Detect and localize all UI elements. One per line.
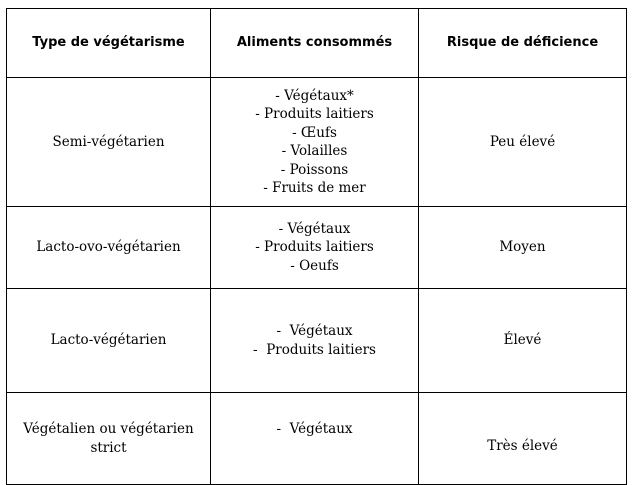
food-item: - Végétaux* [275, 87, 354, 104]
food-item: - Produits laitiers [255, 106, 374, 122]
foods-cell [211, 207, 419, 289]
risk-cell: Très élevé [419, 393, 627, 485]
table-row [7, 393, 627, 485]
table-row [7, 289, 627, 393]
food-item: - Produits laitiers [255, 239, 374, 256]
type-cell: Semi-végétarien [7, 78, 211, 207]
foods-cell [211, 78, 419, 207]
header-foods: Aliments consommés [211, 9, 419, 78]
food-item: - Oeufs [290, 257, 339, 274]
food-item: - Végétaux [276, 323, 353, 339]
risk-cell: Peu élevé [419, 78, 627, 207]
type-cell: Lacto-ovo-végétarien [7, 207, 211, 289]
foods-cell [211, 393, 419, 485]
type-cell: Lacto-végétarien [7, 289, 211, 393]
table-row [7, 78, 627, 207]
food-item: - Produits laitiers [253, 341, 376, 358]
risk-cell: Moyen [419, 207, 627, 289]
food-item: - Œufs [292, 124, 337, 141]
vegetarianism-table [6, 8, 627, 485]
food-item: - Végétaux [276, 421, 353, 438]
table-row [7, 207, 627, 289]
foods-cell [211, 289, 419, 393]
food-item: - Volailles [281, 143, 348, 159]
risk-cell: Élevé [419, 289, 627, 393]
food-item: - Poissons [280, 161, 349, 178]
food-item: - Végétaux [278, 220, 351, 237]
header-row [7, 9, 627, 78]
header-risk: Risque de déficience [419, 9, 627, 78]
header-type: Type de végétarisme [7, 9, 211, 78]
food-item: - Fruits de mer [263, 180, 366, 196]
type-cell: Végétalien ou végétarien strict [7, 393, 211, 485]
